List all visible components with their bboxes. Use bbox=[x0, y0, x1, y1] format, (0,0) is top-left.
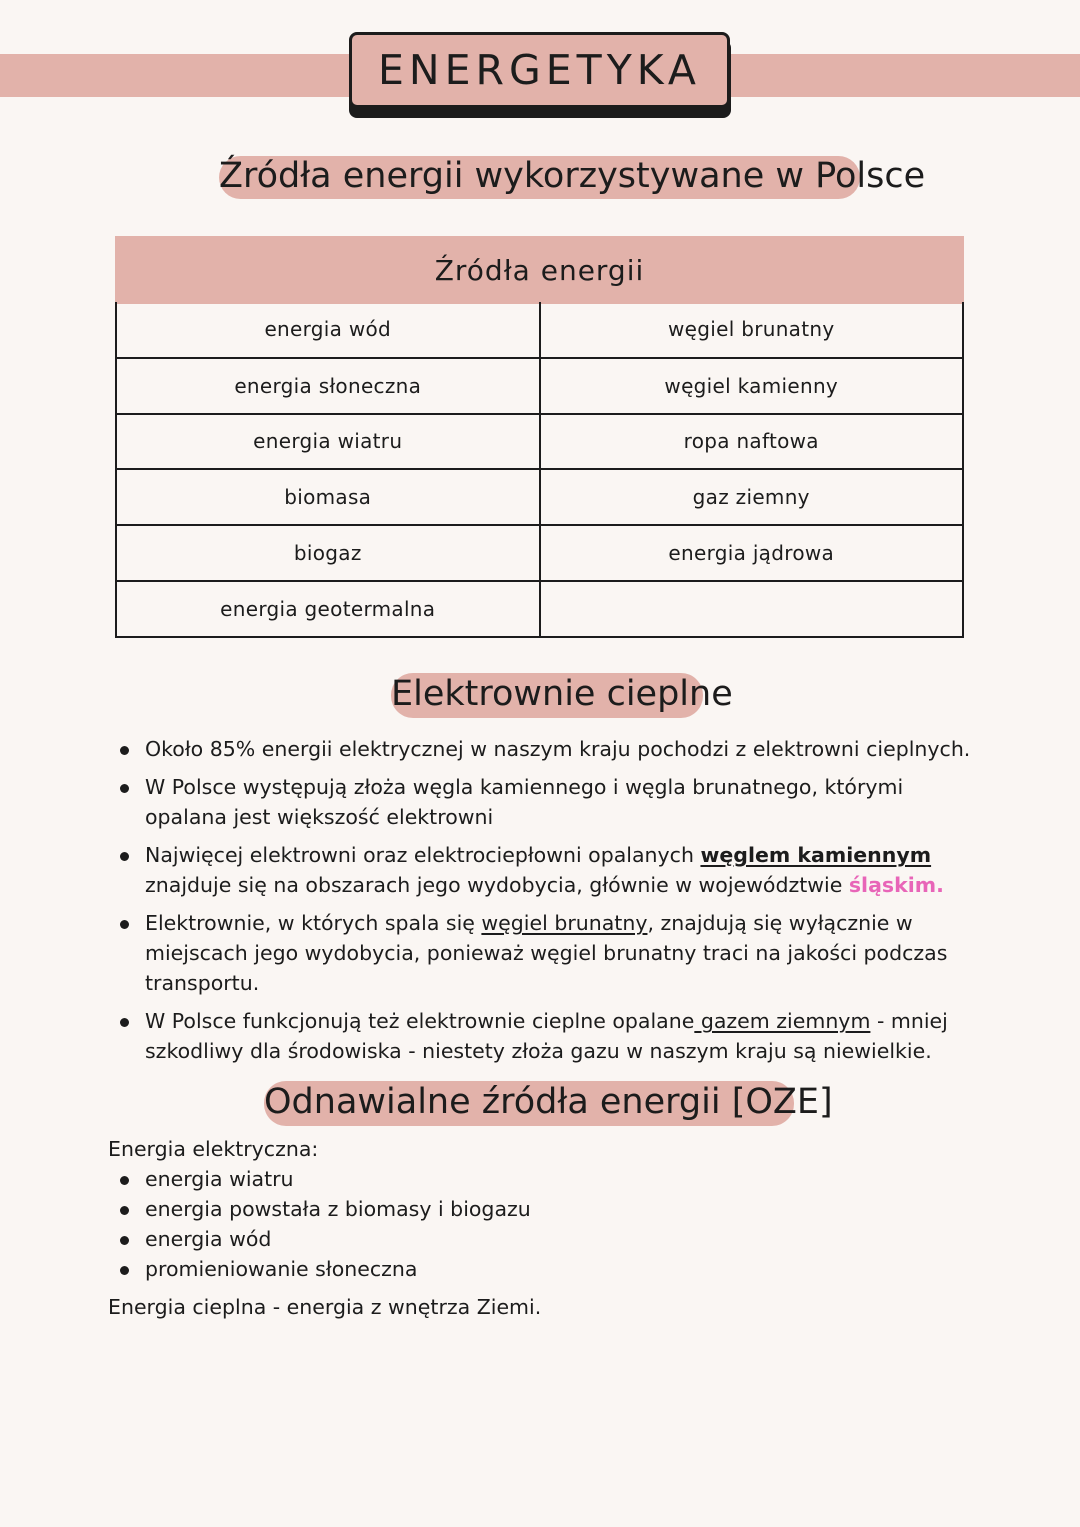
page-title: ENERGETYKA bbox=[349, 32, 730, 108]
table-cell: gaz ziemny bbox=[540, 469, 964, 525]
thermal-bullet-list bbox=[108, 734, 988, 1074]
bullet-text: W Polsce występują złoża węgla kamiennego i węgla brunatnego, którymi opalana jest większość elektrowni bbox=[145, 775, 904, 829]
sources-heading-text: Źródła energii wykorzystywane w Polsce bbox=[219, 156, 860, 199]
bullet-text: znajduje się na obszarach jego wydobycia, głównie w województwie bbox=[145, 873, 849, 897]
table-row bbox=[116, 414, 963, 470]
oze-heading-text: Odnawialne źródła energii [OZE] bbox=[264, 1081, 794, 1126]
list-item bbox=[108, 840, 988, 900]
table-row bbox=[116, 469, 963, 525]
energy-sources-table bbox=[115, 302, 964, 638]
list-item bbox=[108, 908, 988, 998]
bullet-text: W Polsce funkcjonują też elektrownie cieplne opalane bbox=[145, 1009, 695, 1033]
table-cell: energia wiatru bbox=[116, 414, 540, 470]
oze-heading bbox=[264, 1081, 833, 1126]
table-row bbox=[116, 302, 963, 358]
list-item bbox=[108, 734, 988, 764]
bullet-text: Najwięcej elektrowni oraz elektrociepłowni opalanych bbox=[145, 843, 701, 867]
table-cell: węgiel brunatny bbox=[540, 302, 964, 358]
bullet-text: Elektrownie, w których spala się bbox=[145, 911, 482, 935]
sources-heading bbox=[219, 156, 926, 199]
table-cell: energia jądrowa bbox=[540, 525, 964, 581]
table-cell: energia geotermalna bbox=[116, 581, 540, 637]
oze-bullet-list bbox=[108, 1164, 988, 1284]
thermal-heading bbox=[391, 673, 733, 718]
heat-energy-line: Energia cieplna - energia z wnętrza Ziemi. bbox=[108, 1295, 542, 1319]
table-cell: węgiel kamienny bbox=[540, 358, 964, 414]
table-cell: energia słoneczna bbox=[116, 358, 540, 414]
bullet-text: Około 85% energii elektrycznej w naszym kraju pochodzi z elektrowni cieplnych. bbox=[145, 737, 971, 761]
oze-content bbox=[108, 1134, 988, 1322]
underlined-term: gazem ziemnym bbox=[694, 1009, 871, 1033]
bullet-text: - mniej szkodliwy dla środowiska - niestety złoża gazu w naszym kraju są niewielkie. bbox=[145, 1009, 948, 1063]
thermal-heading-text: Elektrownie cieplne bbox=[391, 673, 703, 718]
table-row bbox=[116, 525, 963, 581]
table-row bbox=[116, 581, 963, 637]
bullet-text: , znajdują się wyłącznie w miejscach jego wydobycia, ponieważ węgiel brunatny traci na jakości podczas transportu. bbox=[145, 911, 948, 995]
table-row bbox=[116, 358, 963, 414]
table-cell: biogaz bbox=[116, 525, 540, 581]
electric-energy-label: Energia elektryczna: bbox=[108, 1137, 319, 1161]
highlighted-region: śląskim. bbox=[848, 873, 944, 897]
list-item bbox=[108, 1006, 988, 1066]
list-item: energia powstała z biomasy i biogazu bbox=[108, 1194, 988, 1224]
list-item bbox=[108, 772, 988, 832]
table-cell: energia wód bbox=[116, 302, 540, 358]
list-item: energia wód bbox=[108, 1224, 988, 1254]
table-cell: ropa naftowa bbox=[540, 414, 964, 470]
table-header: Źródła energii bbox=[115, 236, 964, 304]
list-item: promieniowanie słoneczna bbox=[108, 1254, 988, 1284]
list-item: energia wiatru bbox=[108, 1164, 988, 1194]
table-cell bbox=[540, 581, 964, 637]
bold-underlined-term: węglem kamiennym bbox=[700, 843, 932, 867]
underlined-term: węgiel brunatny bbox=[481, 911, 648, 935]
table-cell: biomasa bbox=[116, 469, 540, 525]
